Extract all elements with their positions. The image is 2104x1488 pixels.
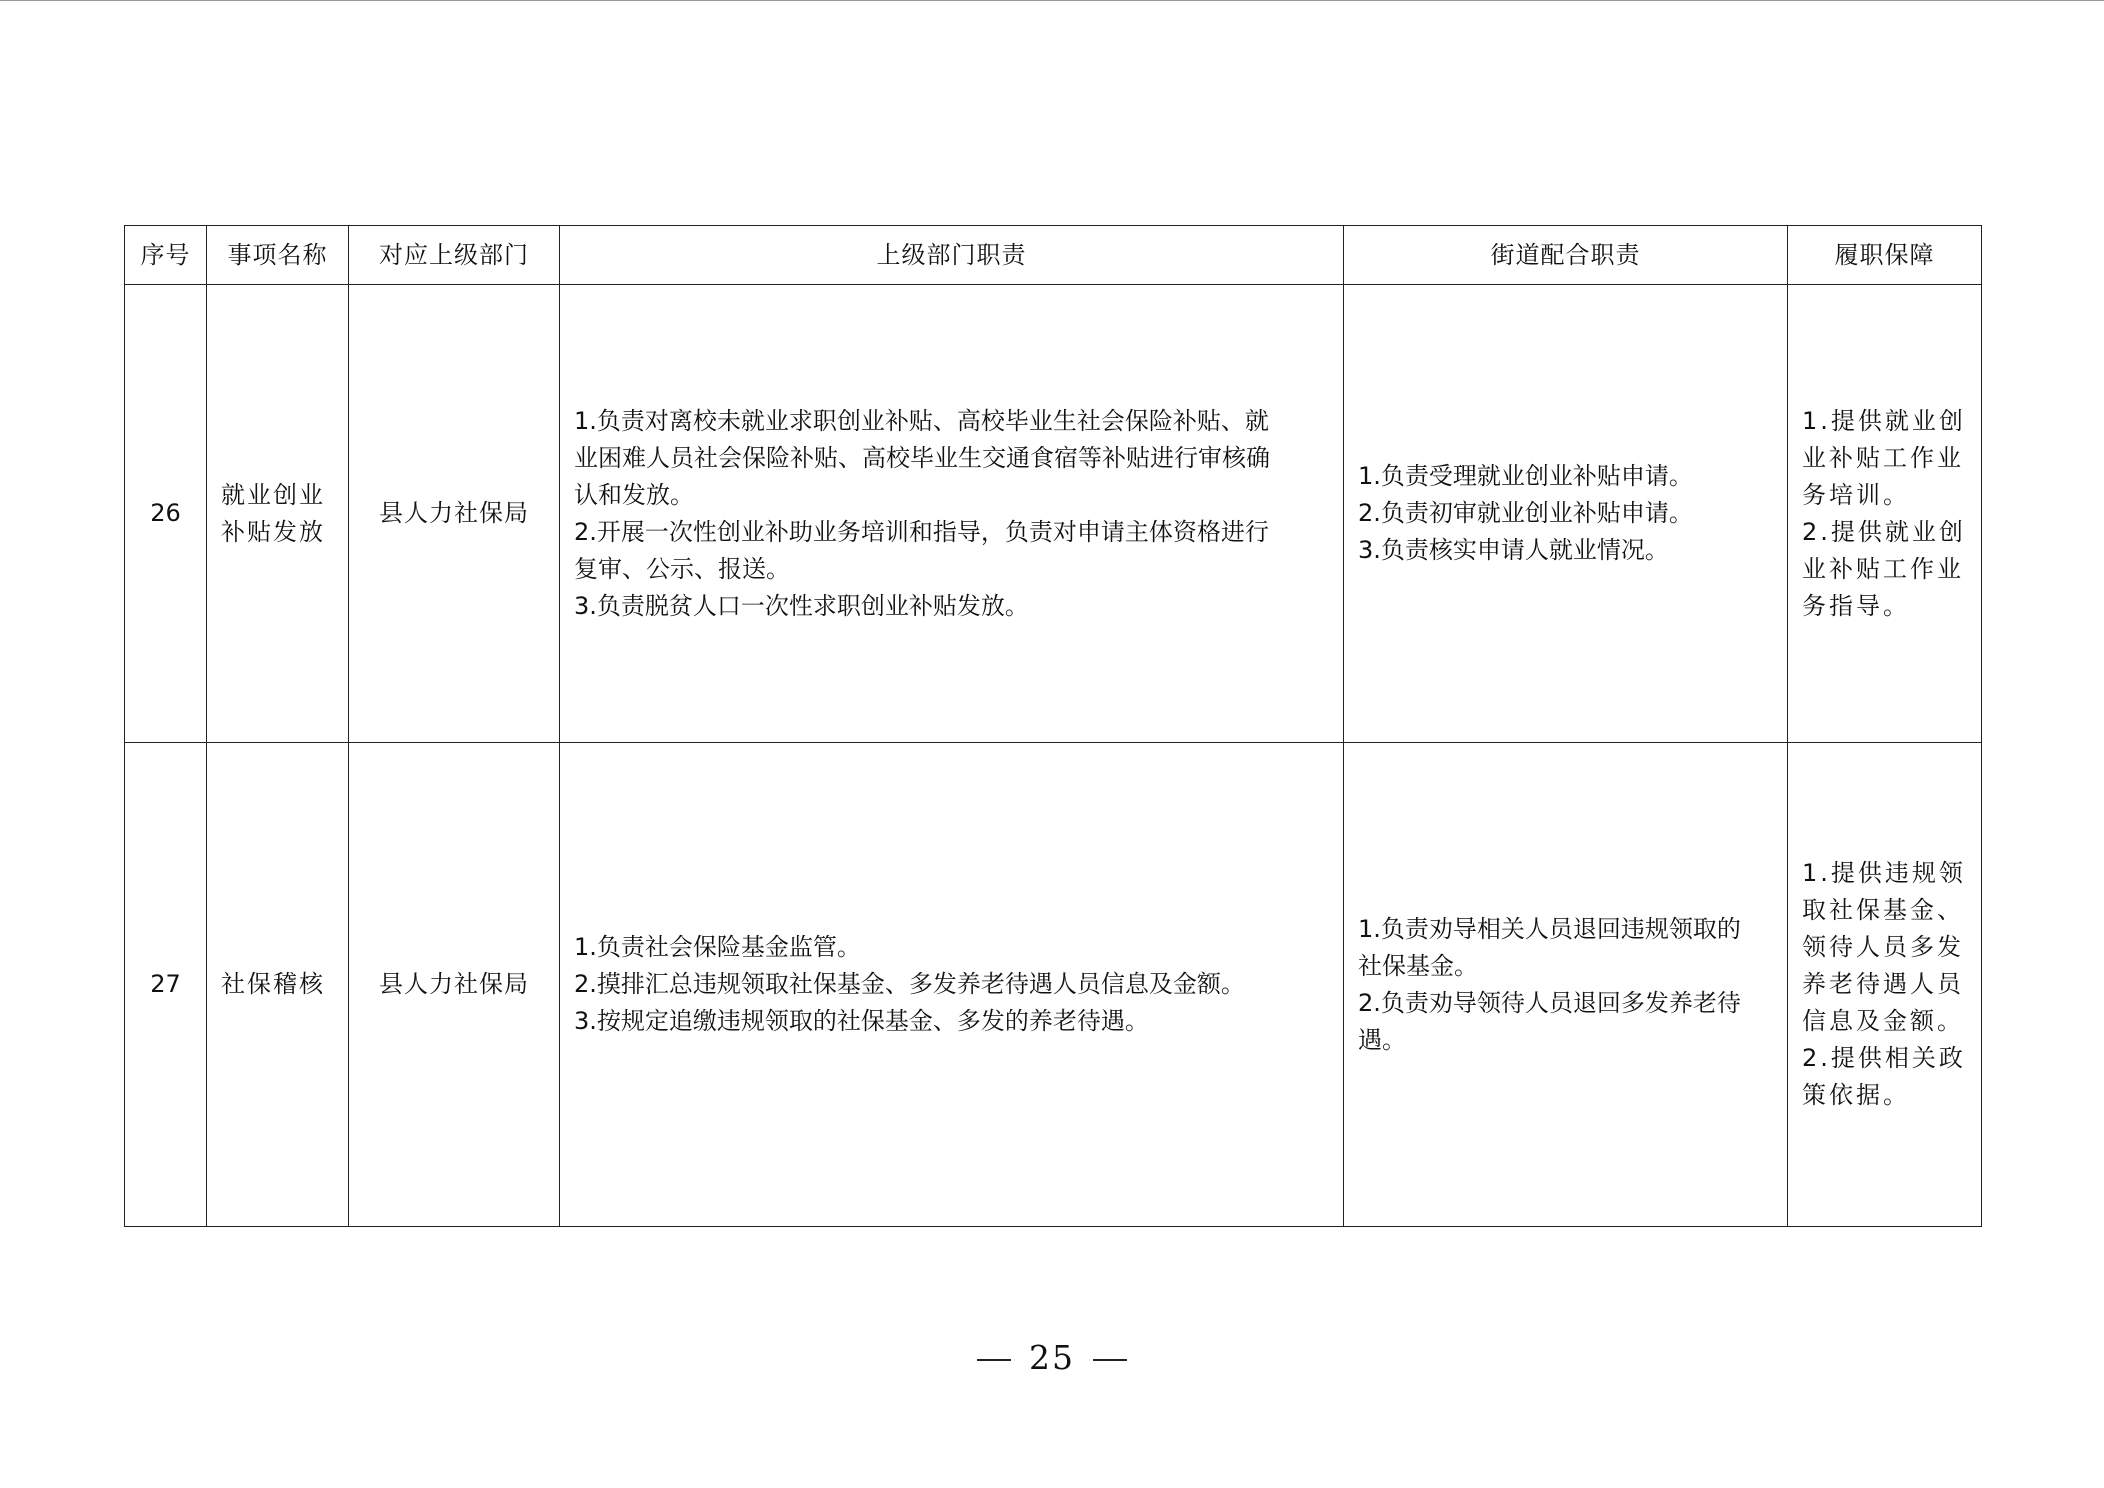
duty-line: 3.负责核实申请人就业情况。 [1358,536,1669,564]
item-name [207,285,349,743]
guarantee-line: 务培训。 [1802,480,1910,509]
duty-line: 2.开展一次性创业补助业务培训和指导，负责对申请主体资格进行 [574,517,1269,546]
row-number: 26 [125,285,207,743]
duty-line: 2.负责劝导领待人员退回多发养老待 [1358,988,1741,1017]
table-row [125,743,1982,1227]
guarantee-line: 1.提供违规领 [1802,859,1966,887]
duty-line: 3.按规定追缴违规领取的社保基金、多发的养老待遇。 [574,1007,1149,1035]
footer-dash-left [977,1359,1011,1361]
guarantee [1788,743,1982,1227]
street-duties [1344,285,1788,743]
duty-line: 1.负责社会保险基金监管。 [574,933,861,961]
item-name [207,743,349,1227]
item-name-line: 就业创业 [221,480,325,509]
row-number: 27 [125,743,207,1227]
header-row [125,226,1982,285]
duty-line: 遇。 [1358,1025,1406,1054]
duty-table [124,225,1982,1227]
item-name-line: 补贴发放 [221,517,325,546]
superior-duties [560,743,1344,1227]
table-row [125,285,1982,743]
duty-line: 2.负责初审就业创业补贴申请。 [1358,499,1693,527]
superior-department: 县人力社保局 [349,285,560,743]
superior-duties [560,285,1344,743]
header-superior-duties: 上级部门职责 [560,226,1344,285]
header-street-duties: 街道配合职责 [1344,226,1788,285]
guarantee-line: 2.提供相关政 [1802,1044,1966,1072]
guarantee-line: 2.提供就业创 [1802,517,1966,546]
duty-line: 1.负责劝导相关人员退回违规领取的 [1358,914,1741,943]
duty-line: 1.负责受理就业创业补贴申请。 [1358,462,1693,490]
guarantee-line: 业补贴工作业 [1802,443,1964,472]
duty-line: 2.摸排汇总违规领取社保基金、多发养老待遇人员信息及金额。 [574,970,1245,998]
guarantee-line: 取社保基金、 [1802,896,1964,924]
duty-line: 业困难人员社会保险补贴、高校毕业生交通食宿等补贴进行审核确 [574,443,1270,472]
guarantee-line: 养老待遇人员 [1802,970,1964,998]
item-name-line: 社保稽核 [221,970,325,998]
duty-line: 3.负责脱贫人口一次性求职创业补贴发放。 [574,591,1029,620]
table-body [125,285,1982,1227]
street-duties [1344,743,1788,1227]
page-footer [0,1338,2104,1377]
guarantee [1788,285,1982,743]
footer-dash-right [1093,1359,1127,1361]
superior-department: 县人力社保局 [349,743,560,1227]
duty-line: 社保基金。 [1358,951,1478,980]
top-border-line [0,0,2104,1]
guarantee-line: 策依据。 [1802,1081,1910,1109]
duty-line: 1.负责对离校未就业求职创业补贴、高校毕业生社会保险补贴、就 [574,406,1269,435]
duty-line: 认和发放。 [574,480,694,509]
header-superior-department: 对应上级部门 [349,226,560,285]
duty-line: 复审、公示、报送。 [574,554,790,583]
guarantee-line: 信息及金额。 [1802,1007,1964,1035]
table-header [125,226,1982,285]
guarantee-line: 业补贴工作业 [1802,554,1964,583]
header-item-name: 事项名称 [207,226,349,285]
header-guarantee: 履职保障 [1788,226,1982,285]
guarantee-line: 务指导。 [1802,591,1910,620]
guarantee-line: 1.提供就业创 [1802,406,1966,435]
guarantee-line: 领待人员多发 [1802,933,1964,961]
header-serial-number: 序号 [125,226,207,285]
page-number: 25 [1029,1338,1075,1377]
